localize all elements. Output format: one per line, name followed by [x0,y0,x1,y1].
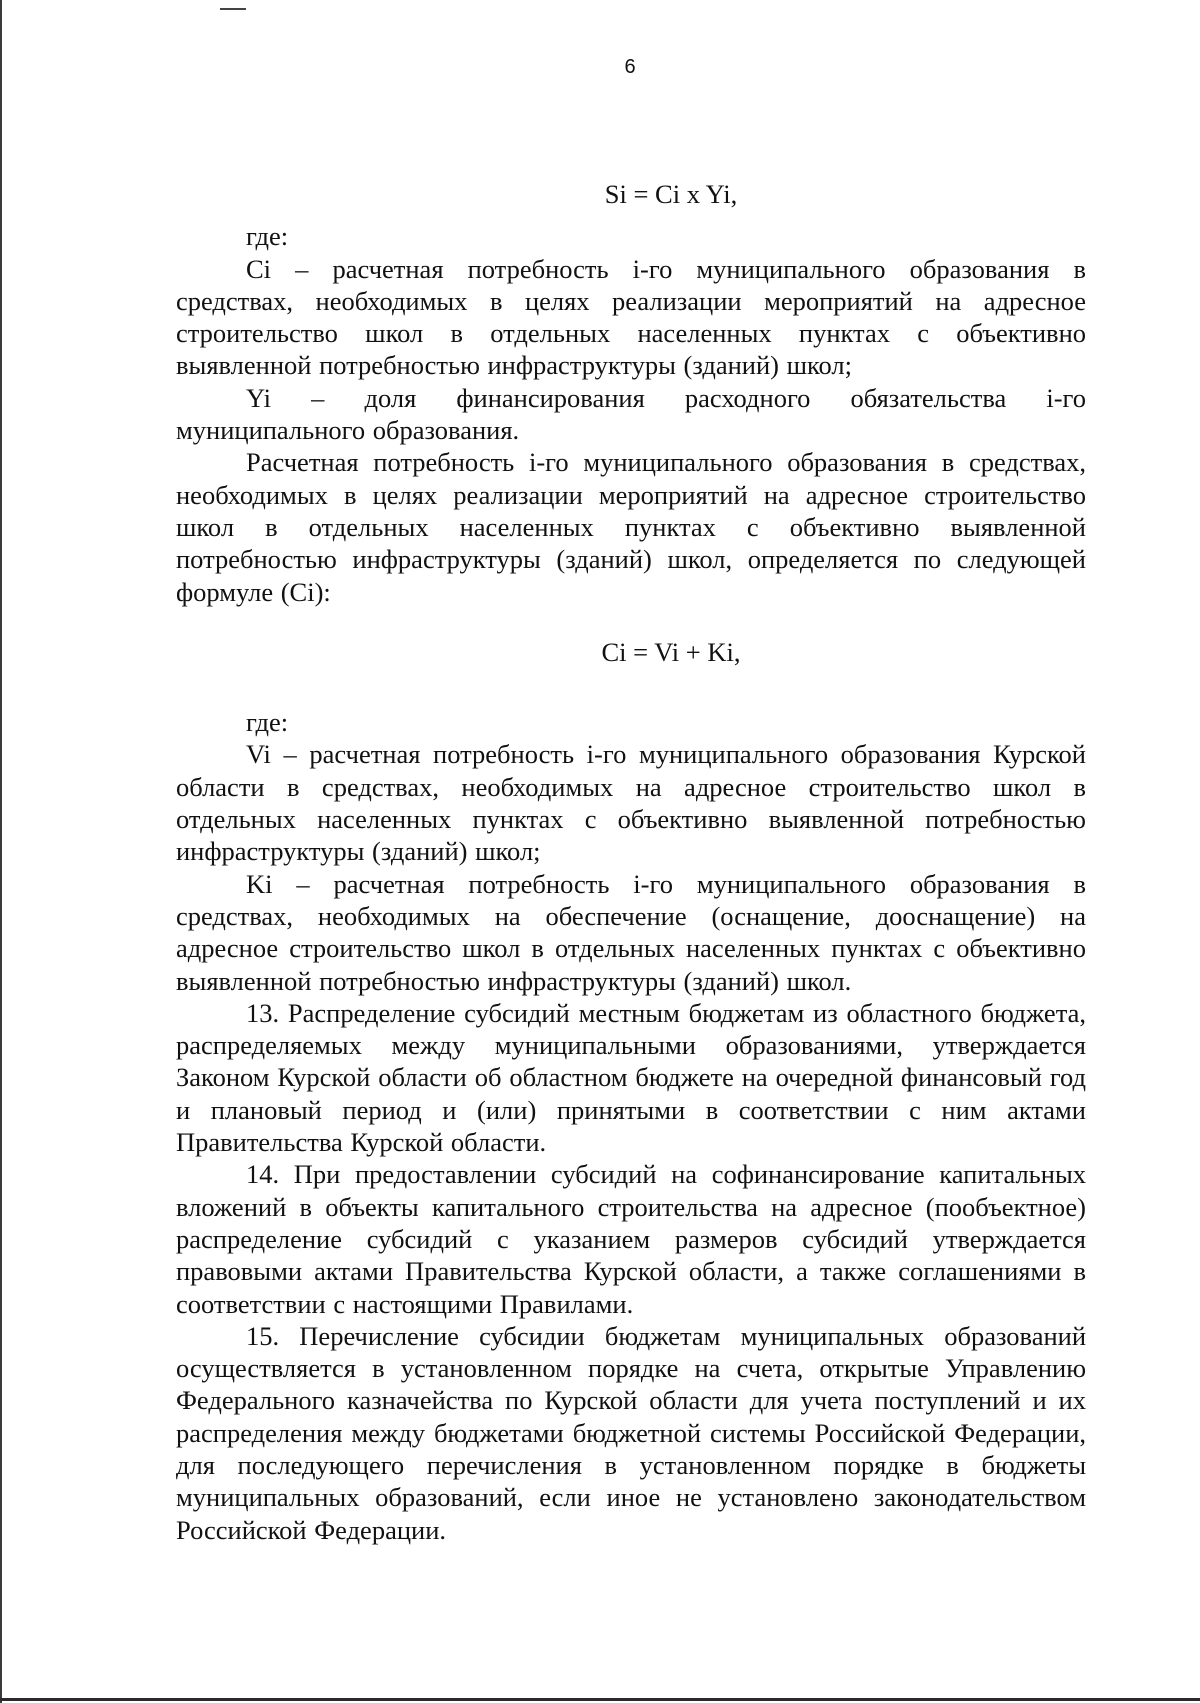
where-label-2: где: [246,707,289,738]
definition-yi: Yi – доля финансирования расходного обязательства i-го муниципального образования. [176,382,1086,446]
scan-edge-bottom [0,1698,1200,1701]
formula-si: Si = Ci x Yi, [604,179,738,209]
formula-ci: Ci = Vi + Ki, [601,636,741,667]
paragraph-ci-intro: Расчетная потребность i-го муниципального образования в средствах, необходимых в целях реализации мероприятий на адресное строительство школ в отдельных населенных пунктах с объективно выявленной потребностью инфраструктуры (зданий) школ, определяется по следующей формуле (Ci): [176,447,1086,607]
where-label-1: где: [246,221,289,252]
scan-mark-top [220,8,246,10]
paragraph-13: 13. Распределение субсидий местным бюджетам из областного бюджета, распределяемых между муниципальными образованиями, утверждается Законом Курской области об областном бюджете на очередной финансовый год и плановый период и (или) принятыми в соответствии с ним актами Правительства Курской области. [176,997,1086,1158]
definition-vi: Vi – расчетная потребность i-го муниципального образования Курской области в средствах, необходимых на адресное строительство школ в отдельных населенных пунктах с объективно выявленной потребностью инфраструктуры (зданий) школ; [176,739,1086,867]
paragraph-15: 15. Перечисление субсидии бюджетам муниципальных образований осуществляется в установленном порядке на счета, открытые Управлению Федерального казначейства по Курской области для учета поступлений и их распределения между бюджетами бюджетной системы Российской Федерации, для последующего перечисления в установленном порядке в бюджеты муниципальных образований, если иное не установлено законодательством Российской Федерации. [176,1320,1086,1545]
definition-ci: Ci – расчетная потребность i-го муниципального образования в средствах, необходимых в целях реализации мероприятий на адресное строительство школ в отдельных населенных пунктах с объективно выявленной потребностью инфраструктуры (зданий) школ; [176,253,1086,381]
definition-ki: Ki – расчетная потребность i-го муниципального образования в средствах, необходимых на обеспечение (оснащение, дооснащение) на адресное строительство школ в отдельных населенных пунктах с объективно выявленной потребностью инфраструктуры (зданий) школ. [176,868,1086,996]
page-number: 6 [624,56,636,78]
scan-edge-left [0,0,2,1703]
document-body [176,178,1086,1546]
paragraph-14: 14. При предоставлении субсидий на софинансирование капитальных вложений в объекты капитального строительства на адресное (пообъектное) распределение субсидий с указанием размеров субсидий утверждается правовыми актами Правительства Курской области, а также соглашениями в соответствии с настоящими Правилами. [176,1159,1086,1319]
